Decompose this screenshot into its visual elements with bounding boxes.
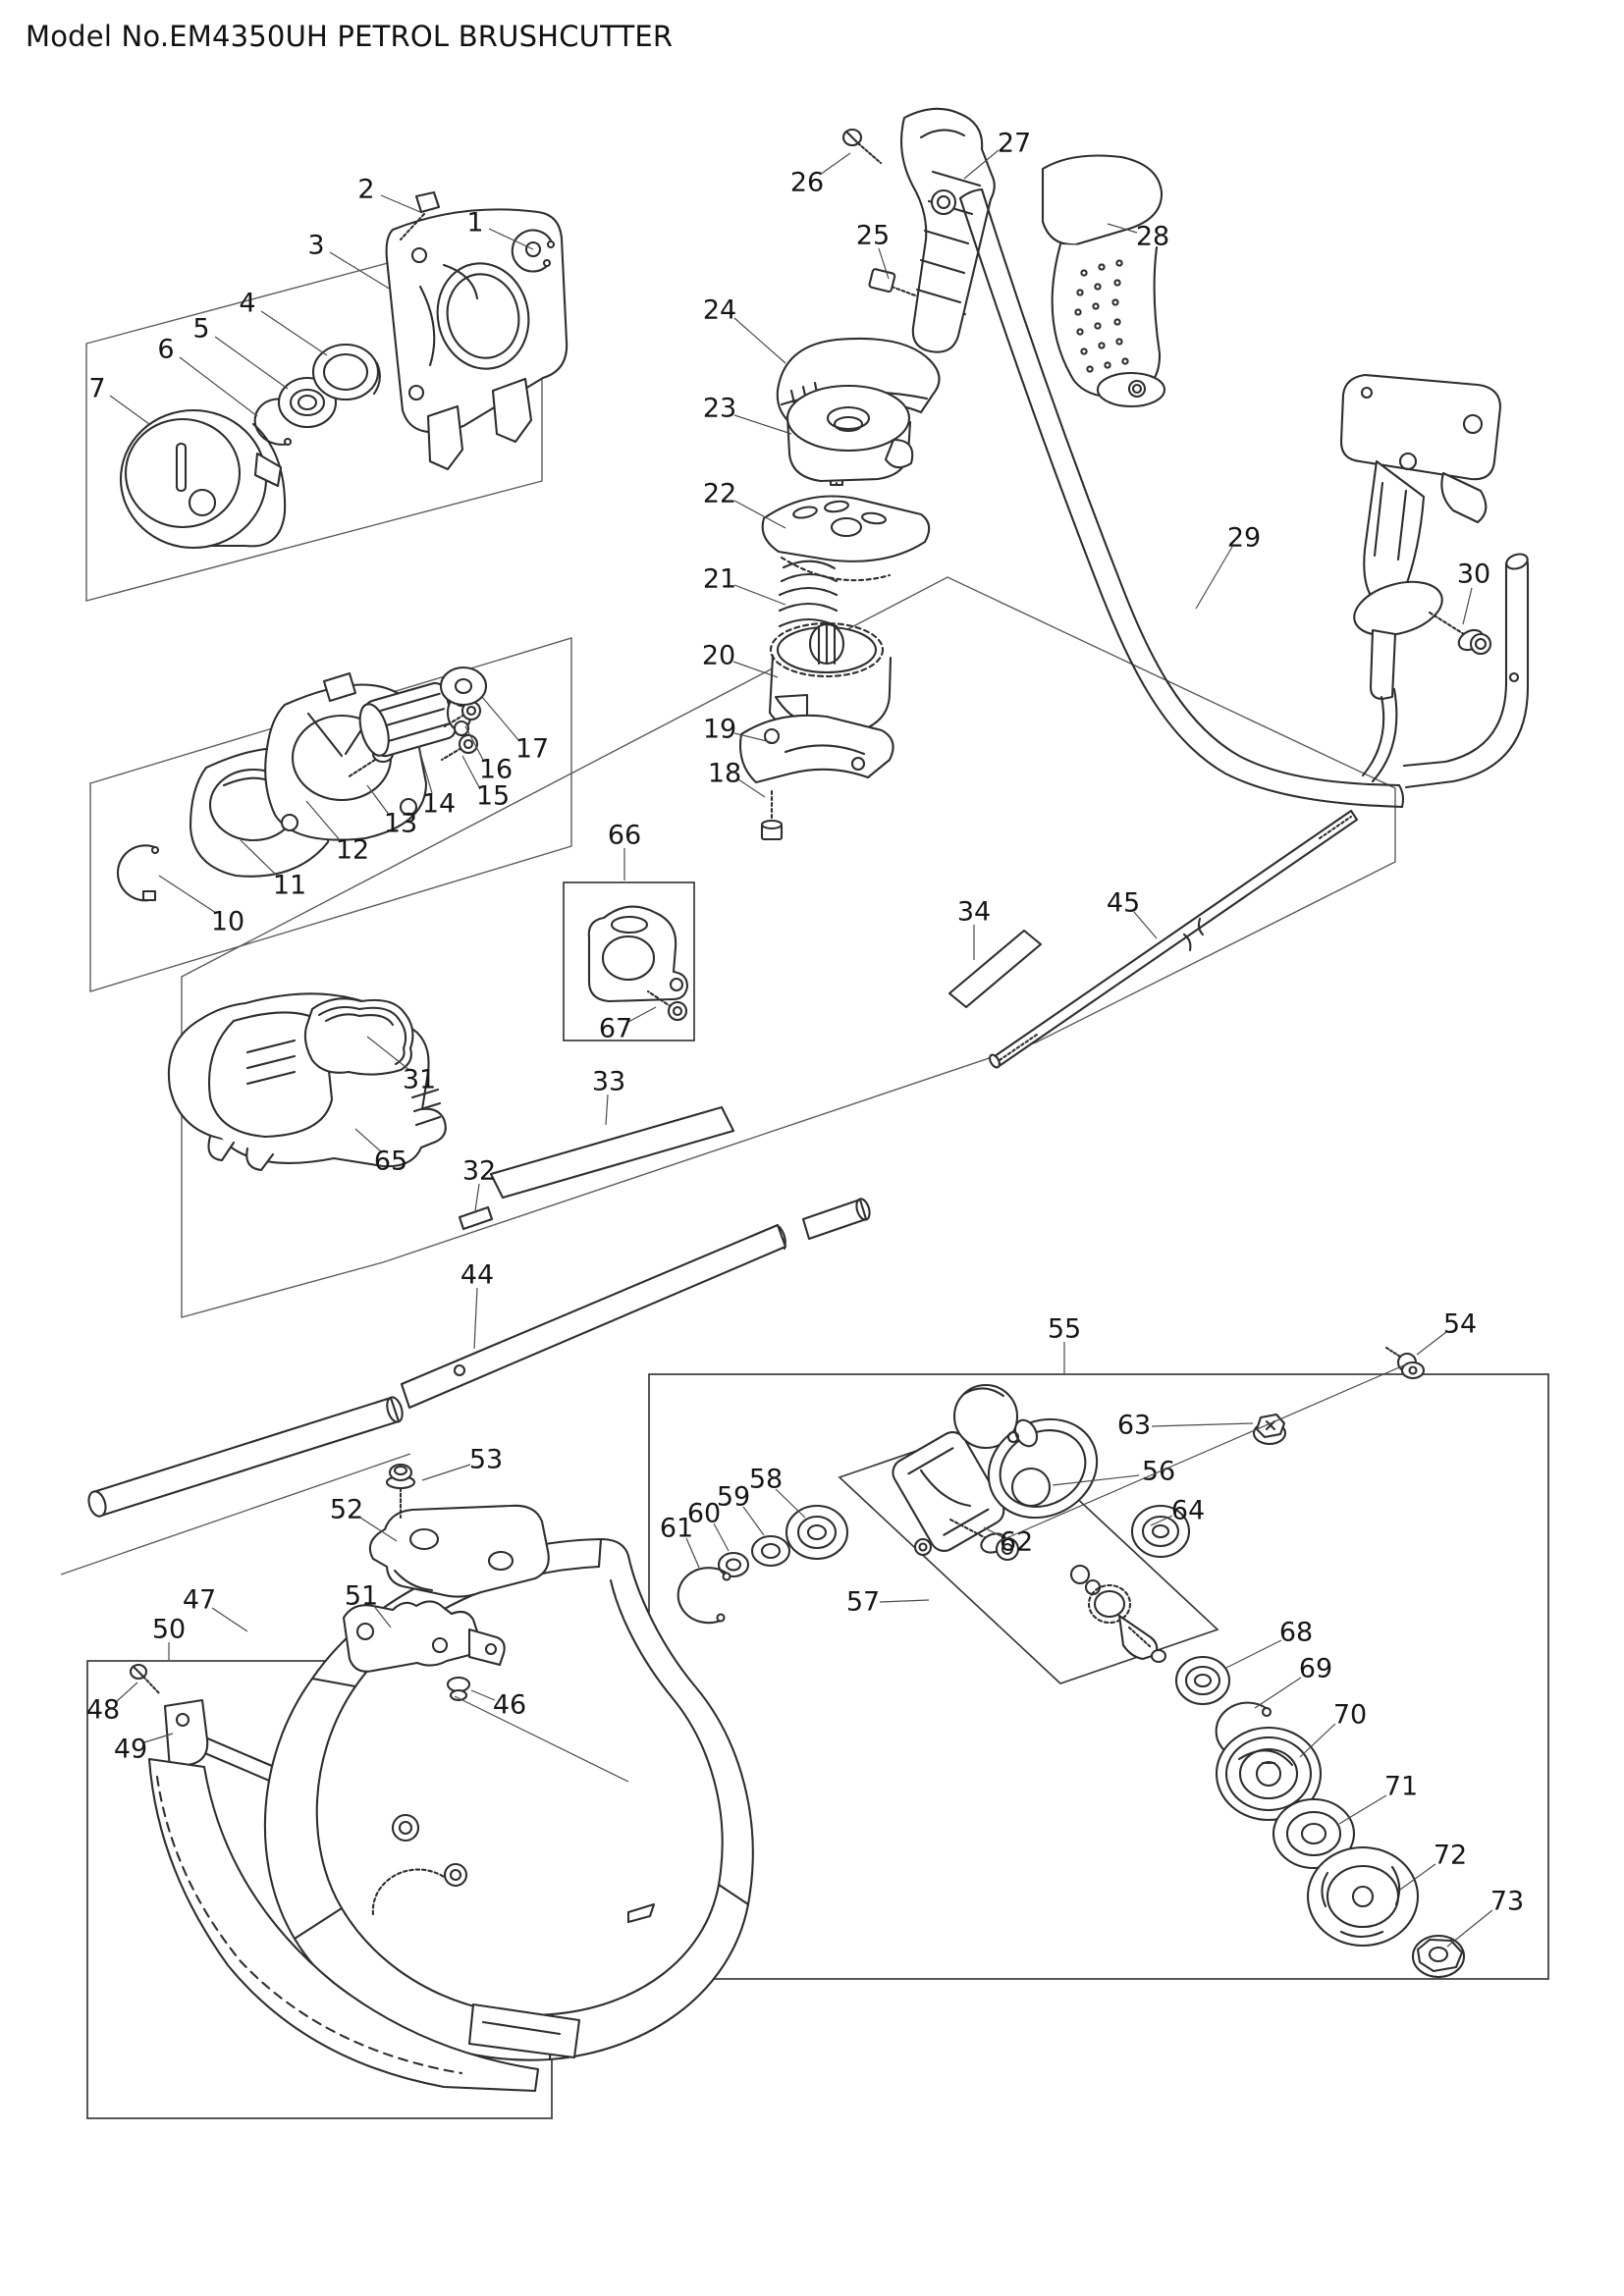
part-label-61: 61 bbox=[659, 1513, 694, 1544]
part-label-1: 1 bbox=[466, 207, 484, 239]
leader-17 bbox=[482, 697, 519, 741]
part-61-ring-spring bbox=[678, 1568, 731, 1623]
part-label-55: 55 bbox=[1047, 1313, 1082, 1345]
part-label-54: 54 bbox=[1442, 1308, 1478, 1340]
part-label-25: 25 bbox=[855, 220, 891, 251]
part-label-17: 17 bbox=[514, 733, 550, 765]
part-10-ring-spring bbox=[118, 845, 158, 900]
leader-2 bbox=[381, 195, 420, 212]
part-label-59: 59 bbox=[716, 1481, 751, 1513]
part-label-49: 49 bbox=[113, 1734, 148, 1765]
part-label-60: 60 bbox=[686, 1498, 722, 1529]
part-label-22: 22 bbox=[702, 478, 737, 509]
part-label-2: 2 bbox=[357, 174, 375, 205]
page-title: Model No.EM4350UH PETROL BRUSHCUTTER bbox=[26, 20, 674, 53]
leader-67 bbox=[628, 1007, 656, 1022]
part-label-23: 23 bbox=[702, 393, 737, 424]
part-45-drive-shaft bbox=[988, 811, 1357, 1069]
part-label-5: 5 bbox=[192, 313, 210, 345]
leader-4 bbox=[261, 311, 327, 355]
part-59-washer bbox=[752, 1536, 789, 1566]
part-58-bearing bbox=[786, 1506, 847, 1559]
part-22-clamp-gear bbox=[763, 497, 930, 581]
part-label-70: 70 bbox=[1332, 1699, 1368, 1731]
part-60-ring bbox=[719, 1553, 748, 1576]
leader-73 bbox=[1447, 1910, 1492, 1947]
part-label-48: 48 bbox=[85, 1694, 121, 1726]
leader-21 bbox=[734, 585, 785, 605]
part-label-16: 16 bbox=[478, 754, 514, 785]
leader-6 bbox=[180, 357, 257, 416]
part-label-33: 33 bbox=[591, 1066, 626, 1097]
part-label-32: 32 bbox=[461, 1155, 497, 1187]
part-label-53: 53 bbox=[468, 1444, 504, 1475]
leader-57 bbox=[880, 1600, 929, 1602]
part-18-bolt bbox=[762, 791, 782, 839]
leader-47 bbox=[212, 1608, 247, 1631]
part-label-57: 57 bbox=[845, 1586, 881, 1618]
part-72-protector-holder bbox=[1308, 1847, 1418, 1946]
part-label-14: 14 bbox=[421, 788, 457, 820]
part-label-50: 50 bbox=[151, 1614, 187, 1645]
leader-3 bbox=[330, 252, 391, 290]
part-48-screw bbox=[131, 1665, 160, 1694]
part-label-30: 30 bbox=[1456, 559, 1491, 590]
part-label-11: 11 bbox=[272, 870, 307, 901]
part-label-62: 62 bbox=[999, 1526, 1034, 1558]
leader-24 bbox=[734, 318, 785, 363]
part-label-68: 68 bbox=[1278, 1617, 1314, 1648]
part-34-label-sticker bbox=[949, 931, 1041, 1007]
part-3-clutch-housing bbox=[387, 209, 568, 469]
part-17-washer bbox=[441, 667, 486, 705]
part-33-label-sticker bbox=[491, 1107, 733, 1198]
part-46-washer-nut bbox=[448, 1678, 469, 1700]
part-47-protector-guard bbox=[265, 1539, 753, 2060]
part-label-52: 52 bbox=[329, 1494, 364, 1525]
leader-63 bbox=[1152, 1423, 1253, 1426]
part-label-56: 56 bbox=[1141, 1456, 1176, 1487]
part-label-13: 13 bbox=[383, 808, 418, 839]
part-label-26: 26 bbox=[789, 167, 825, 198]
leader-29 bbox=[1196, 547, 1232, 609]
leader-30 bbox=[1463, 588, 1472, 624]
leader-23 bbox=[734, 415, 791, 434]
part-label-34: 34 bbox=[956, 896, 992, 928]
leader-7 bbox=[110, 396, 149, 424]
part-label-71: 71 bbox=[1383, 1771, 1419, 1802]
leader-26 bbox=[820, 153, 850, 175]
part-label-67: 67 bbox=[598, 1013, 633, 1044]
part-label-21: 21 bbox=[702, 563, 737, 595]
part-label-12: 12 bbox=[335, 834, 370, 866]
part-68-bearing bbox=[1176, 1657, 1229, 1704]
part-label-51: 51 bbox=[344, 1580, 379, 1612]
leader-68 bbox=[1226, 1640, 1281, 1668]
leader-33 bbox=[606, 1095, 608, 1125]
part-26-screw bbox=[843, 130, 881, 163]
part-label-31: 31 bbox=[402, 1064, 437, 1095]
part-57-pinion-shaft bbox=[1071, 1566, 1165, 1662]
part-label-72: 72 bbox=[1433, 1840, 1468, 1871]
part-label-10: 10 bbox=[210, 906, 245, 937]
part-label-65: 65 bbox=[373, 1146, 408, 1177]
part-7-clutch-drum bbox=[121, 410, 285, 548]
part-label-73: 73 bbox=[1489, 1886, 1525, 1917]
part-label-44: 44 bbox=[460, 1259, 495, 1291]
leader-10 bbox=[159, 876, 216, 913]
part-label-69: 69 bbox=[1298, 1653, 1333, 1684]
part-label-15: 15 bbox=[475, 780, 511, 812]
part-label-27: 27 bbox=[997, 128, 1032, 159]
part-73-nut bbox=[1413, 1936, 1464, 1977]
leader-54 bbox=[1417, 1332, 1446, 1355]
part-label-47: 47 bbox=[182, 1584, 217, 1616]
part-30-bolt bbox=[1430, 613, 1490, 654]
part-label-46: 46 bbox=[492, 1689, 527, 1721]
part-label-45: 45 bbox=[1106, 887, 1141, 919]
part-label-19: 19 bbox=[702, 714, 737, 745]
part-label-66: 66 bbox=[607, 820, 642, 851]
part-28-handle-grip bbox=[1043, 156, 1164, 407]
part-label-58: 58 bbox=[748, 1464, 784, 1495]
part-label-7: 7 bbox=[88, 373, 106, 404]
part-label-3: 3 bbox=[307, 230, 325, 261]
part-label-64: 64 bbox=[1170, 1495, 1206, 1526]
leader-69 bbox=[1255, 1678, 1301, 1708]
part-label-18: 18 bbox=[707, 758, 742, 789]
part-31-cushion bbox=[305, 998, 413, 1074]
part-label-29: 29 bbox=[1226, 522, 1262, 554]
leader-71 bbox=[1339, 1795, 1386, 1824]
leader-44 bbox=[474, 1288, 477, 1349]
part-label-28: 28 bbox=[1135, 221, 1170, 252]
part-23-knob-cap bbox=[787, 386, 912, 481]
part-27-handle-half bbox=[901, 109, 995, 352]
part-label-6: 6 bbox=[157, 334, 175, 365]
part-label-24: 24 bbox=[702, 294, 737, 326]
part-label-4: 4 bbox=[239, 288, 256, 319]
part-label-63: 63 bbox=[1116, 1410, 1152, 1441]
part-66-hanger-clamp bbox=[589, 907, 687, 1001]
part-label-20: 20 bbox=[701, 640, 736, 671]
leader-5 bbox=[215, 337, 288, 389]
leader-32 bbox=[475, 1184, 479, 1211]
leader-53 bbox=[422, 1465, 470, 1480]
